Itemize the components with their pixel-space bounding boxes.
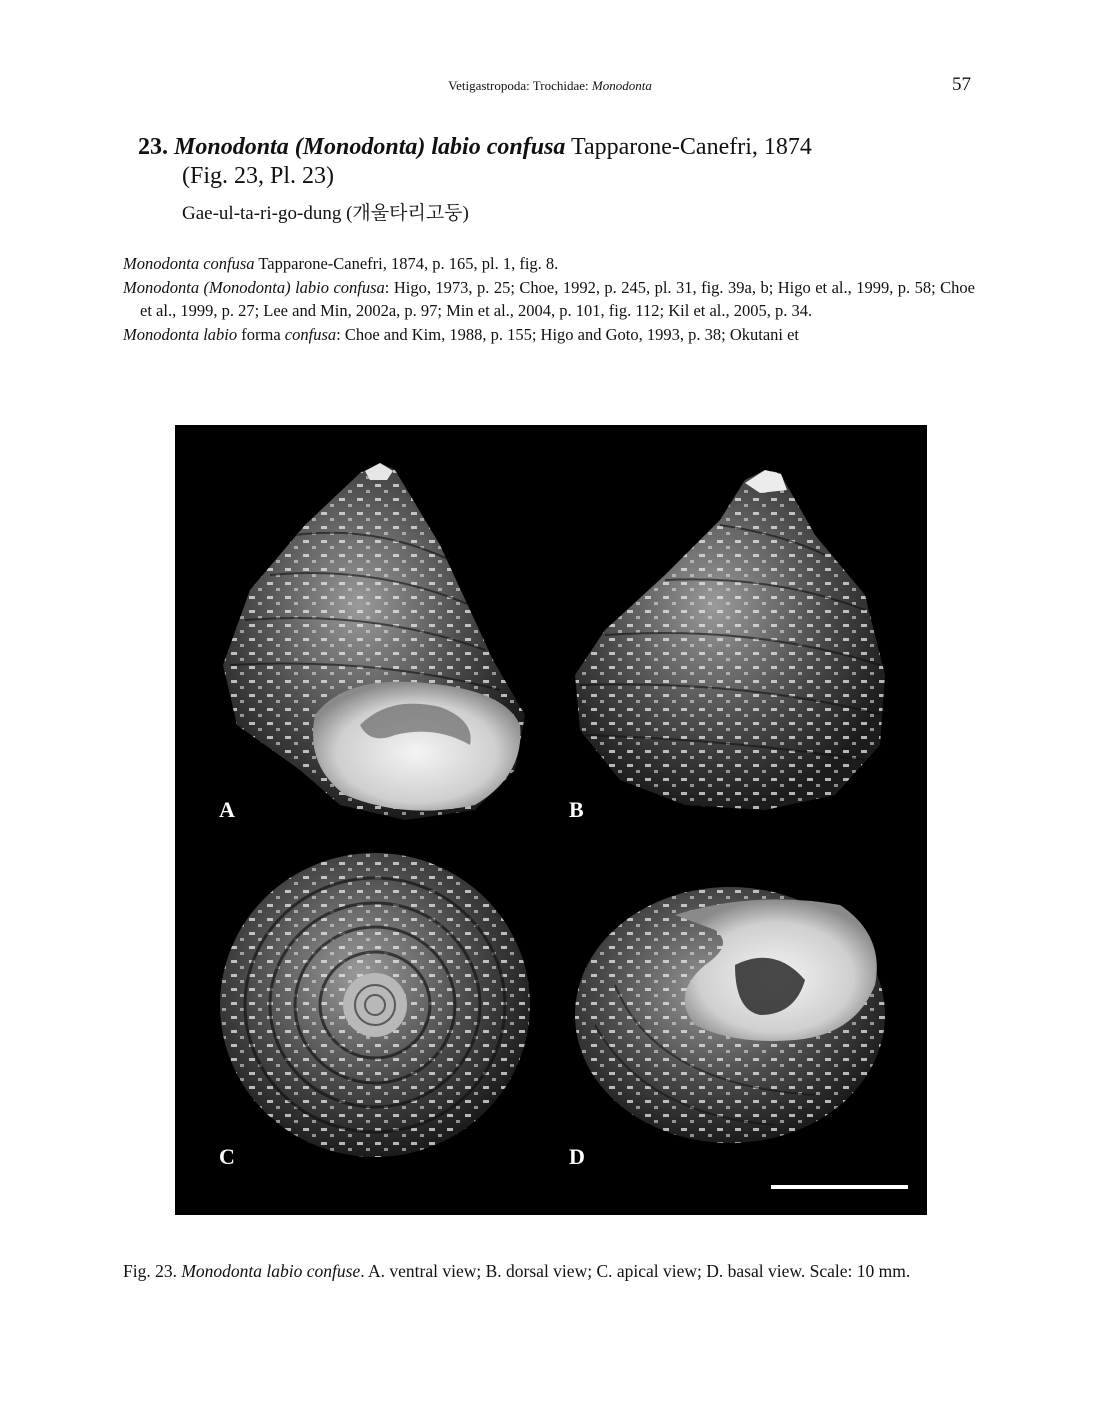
figure-reference: (Fig. 23, Pl. 23) (182, 163, 335, 189)
shell-a-ventral (223, 463, 525, 820)
figure-label-d: D (569, 1144, 585, 1169)
synonym-name: Monodonta labio (123, 324, 238, 344)
synonym-entry (123, 276, 975, 323)
scale-bar (771, 1185, 908, 1189)
synonym-entry (123, 323, 975, 347)
page-number: 57 (952, 74, 971, 95)
shell-b-dorsal (575, 470, 885, 810)
synonym-name: Monodonta confusa (123, 254, 255, 273)
species-subgenus: (Monodonta) (294, 134, 426, 160)
caption-fig-label: Fig. 23. (123, 1261, 177, 1281)
shell-c-apical (220, 853, 530, 1157)
synonym-name: Monodonta (Monodonta) labio confusa (123, 277, 385, 297)
figure-label-c: C (219, 1144, 235, 1169)
synonym-form-name: confusa (284, 324, 337, 344)
synonym-citation: : Choe and Kim, 1988, p. 155; Higo and Goto, 1993, p. 38; Okutani et (336, 324, 800, 344)
species-authority: Tapparone-Canefri, 1874 (570, 134, 812, 160)
synonym-citation: : Higo, 1973, p. 25; Choe, 1992, p. 245, pl. 31, fig. 39a, b; Higo et al., 1999, p. 58; Choe et al., 1999, p. 27; Lee and Min, 2002a, p. 97; Min et al., 2004, p. 101, fig. 112; Kil et al., 2005, p. 34. (140, 277, 975, 320)
running-head (0, 78, 1100, 94)
species-title (138, 133, 998, 191)
figure-label-a: A (219, 797, 235, 822)
synonymy-list (123, 252, 975, 346)
shell-d-basal (575, 887, 885, 1143)
shell-photographs (175, 425, 927, 1215)
title-line-1 (138, 133, 998, 162)
species-number: 23. (138, 134, 168, 160)
running-head-genus: Monodonta (591, 78, 652, 93)
caption-species: Monodonta labio confuse (181, 1261, 361, 1281)
caption-text: . A. ventral view; B. dorsal view; C. apical view; D. basal view. Scale: 10 mm. (360, 1261, 911, 1281)
running-head-prefix: Vetigastropoda: Trochidae: (448, 78, 592, 93)
species-genus: Monodonta (174, 134, 289, 160)
figure-label-b: B (569, 797, 584, 822)
figure-plate (175, 425, 927, 1215)
figure-caption (123, 1259, 975, 1284)
synonym-citation: Tapparone-Canefri, 1874, p. 165, pl. 1, fig. 8. (254, 254, 559, 273)
species-epithet: labio confusa (431, 134, 566, 160)
synonym-entry (123, 252, 975, 276)
synonym-form: forma (237, 324, 285, 344)
common-name: Gae-ul-ta-ri-go-dung (개울타리고둥) (182, 203, 469, 224)
